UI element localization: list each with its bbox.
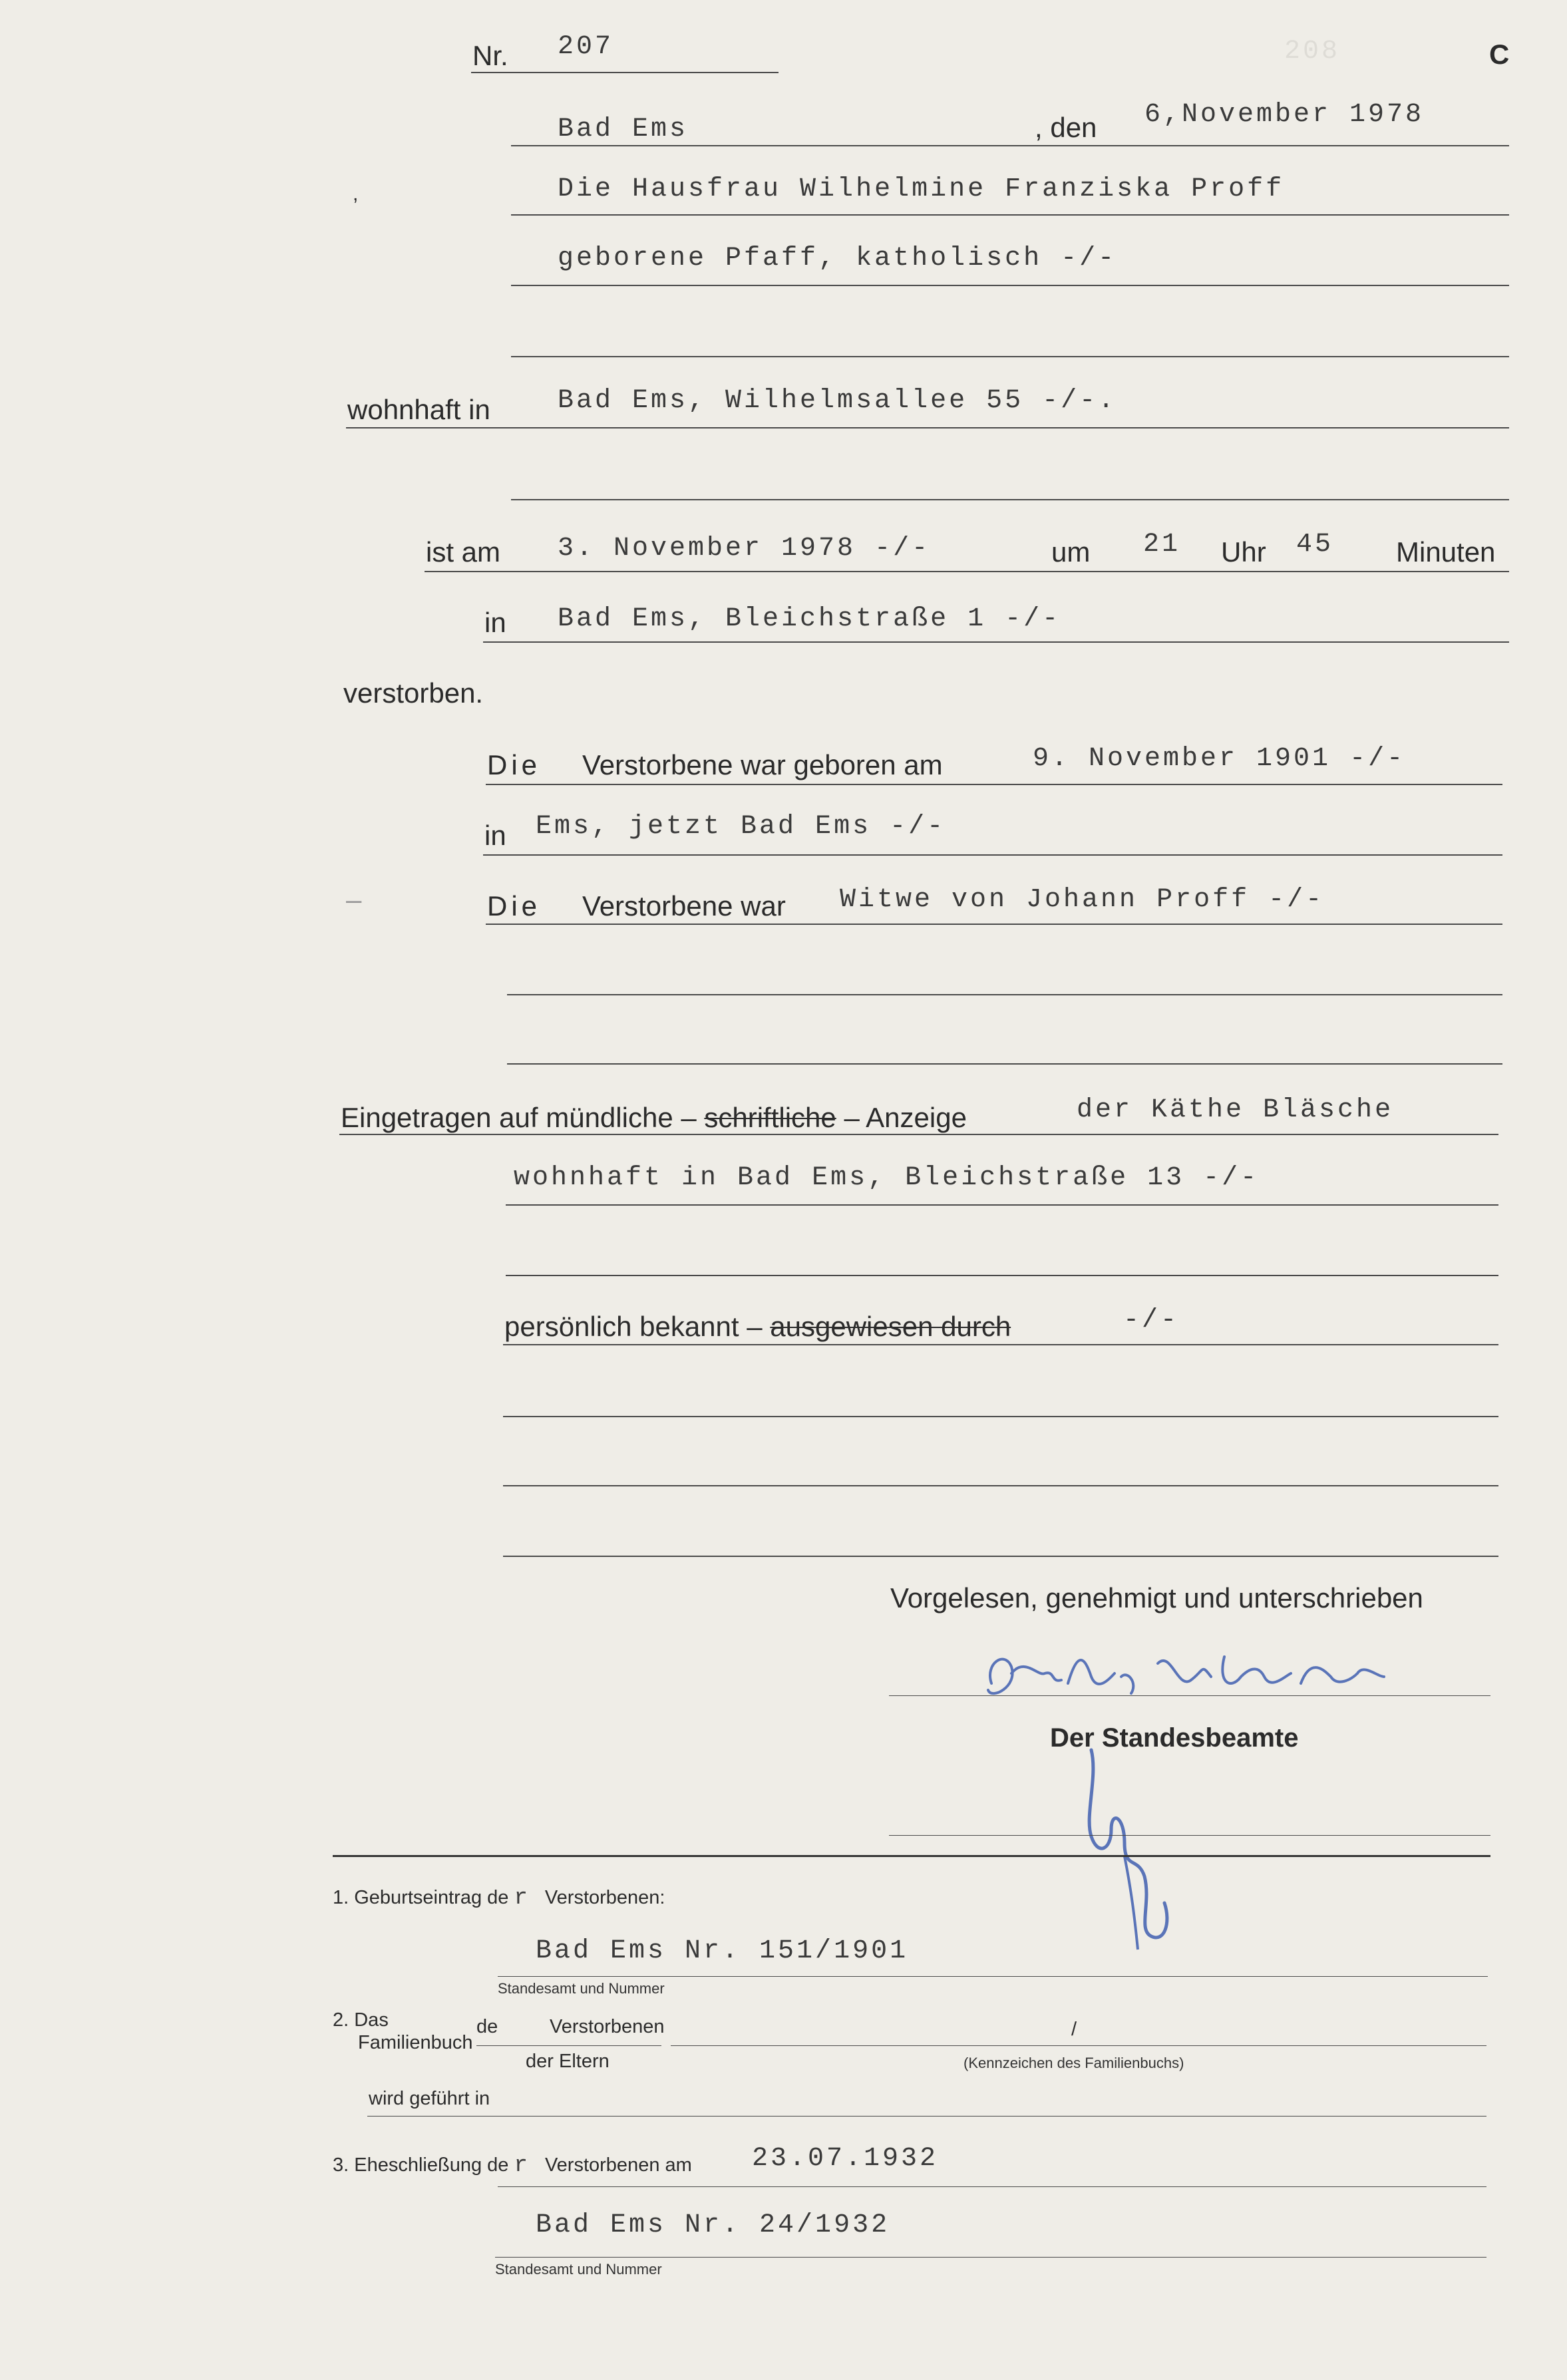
item2-num: 2. Das	[333, 2009, 389, 2031]
item1-caption: Standesamt und Nummer	[498, 1980, 665, 1997]
registrar-signature	[1071, 1737, 1178, 1956]
date-value: 6,November 1978	[1144, 100, 1425, 130]
birth-place-label: in	[484, 820, 506, 851]
identity-label	[504, 1311, 1011, 1343]
item2-eltern: der Eltern	[526, 2051, 609, 2072]
item2-underline-a	[476, 2045, 661, 2046]
item3-label-b: Verstorbenen am	[544, 2154, 692, 2176]
residence-label: wohnhaft in	[347, 394, 490, 425]
item3-underline	[498, 2186, 1486, 2187]
status-label: Verstorbene war	[582, 890, 786, 922]
uhr-label: Uhr	[1221, 536, 1266, 568]
item1-label	[333, 1886, 665, 1911]
residence-underline	[346, 427, 1509, 428]
item1-underline	[498, 1976, 1488, 1977]
nr-value: 207	[558, 32, 614, 62]
bleed-through-text: 208	[1284, 37, 1341, 67]
birth-prefix: Die	[487, 749, 542, 780]
footer-separator	[333, 1855, 1490, 1857]
item2-label: Familienbuch	[358, 2032, 473, 2053]
status-underline	[486, 924, 1502, 925]
hour-value: 21	[1143, 530, 1181, 560]
birth-label: Verstorbene war geboren am	[582, 749, 943, 780]
item1-r: r	[514, 1886, 528, 1911]
reporter-name: der Käthe Bläsche	[1077, 1095, 1394, 1125]
item3-date: 23.07.1932	[752, 2144, 939, 2174]
birth-date-underline	[486, 784, 1502, 785]
item1-label-b: Verstorbenen:	[544, 1887, 665, 1908]
status-underline-3	[507, 1063, 1502, 1065]
identity-struck: ausgewiesen durch	[770, 1311, 1011, 1342]
residence-value: Bad Ems, Wilhelmsallee 55 -/-.	[558, 386, 1117, 416]
place-underline	[511, 145, 1509, 146]
den-label: , den	[1035, 112, 1097, 143]
item2-underline-c	[367, 2116, 1486, 2117]
margin-tick: ,	[353, 183, 359, 205]
verstorben-label: verstorben.	[343, 677, 484, 709]
item2-wird: wird geführt in	[369, 2088, 490, 2109]
birth-place-underline	[483, 854, 1502, 856]
nr-underline	[471, 72, 779, 73]
birth-date-value: 9. November 1901 -/-	[1033, 744, 1406, 774]
identity-value: -/-	[1123, 1305, 1180, 1335]
person-line2: geborene Pfaff, katholisch -/-	[558, 244, 1117, 273]
item2-underline-b	[671, 2045, 1486, 2046]
reporter-address-underline	[506, 1204, 1498, 1206]
death-place-label: in	[484, 607, 506, 638]
status-dash: –	[346, 884, 362, 915]
blank-line-1	[503, 1416, 1498, 1417]
item2-de: de	[476, 2016, 498, 2037]
death-time-underline	[425, 571, 1509, 572]
item2-slash: /	[1071, 2019, 1077, 2040]
item1-label-a: 1. Geburtseintrag de	[333, 1887, 509, 1908]
read-approved-label: Vorgelesen, genehmigt und unterschrieben	[890, 1582, 1423, 1614]
person-line2-underline	[511, 285, 1509, 286]
birth-place-value: Ems, jetzt Bad Ems -/-	[536, 812, 946, 842]
registrar-label: Der Standesbeamte	[1050, 1723, 1299, 1753]
person-line1-underline	[511, 214, 1509, 216]
report-label-b: – Anzeige	[844, 1102, 967, 1133]
minutes-value: 45	[1296, 530, 1334, 560]
person-line1: Die Hausfrau Wilhelmine Franziska Proff	[558, 174, 1285, 204]
blank-line-3	[503, 1556, 1498, 1557]
death-place-value: Bad Ems, Bleichstraße 1 -/-	[558, 604, 1061, 634]
reporter-address: wohnhaft in Bad Ems, Bleichstraße 13 -/-	[514, 1163, 1260, 1193]
place-value: Bad Ems	[558, 114, 689, 144]
blank-line-2	[503, 1485, 1498, 1486]
bleed-through-text	[366, 106, 386, 140]
item3-value: Bad Ems Nr. 24/1932	[536, 2210, 890, 2240]
item3-label-a: 3. Eheschließung de	[333, 2154, 509, 2176]
um-label: um	[1051, 536, 1091, 568]
reporter-signature	[978, 1637, 1431, 1717]
status-prefix: Die	[487, 890, 542, 922]
item3-underline-2	[495, 2257, 1486, 2258]
residence-underline-2	[511, 499, 1509, 500]
item3-caption: Standesamt und Nummer	[495, 2261, 662, 2278]
report-underline	[339, 1134, 1498, 1135]
person-line3-underline	[511, 356, 1509, 357]
item3-label	[333, 2153, 692, 2178]
death-place-underline	[483, 641, 1509, 643]
death-date-label: ist am	[426, 536, 501, 568]
report-label-struck: schriftliche	[704, 1102, 836, 1133]
report-underline-3	[506, 1275, 1498, 1276]
death-date-value: 3. November 1978 -/-	[558, 534, 931, 564]
identity-underline	[503, 1344, 1498, 1345]
status-underline-2	[507, 994, 1502, 995]
report-label-a: Eingetragen auf mündliche –	[341, 1102, 697, 1133]
corner-letter: C	[1489, 39, 1510, 70]
report-label	[341, 1102, 967, 1134]
signature-underline	[889, 1695, 1490, 1696]
item3-r: r	[514, 2153, 528, 2178]
identity-known: persönlich bekannt –	[504, 1311, 763, 1342]
minuten-label: Minuten	[1396, 536, 1496, 568]
item1-value: Bad Ems Nr. 151/1901	[536, 1936, 909, 1966]
nr-label: Nr.	[472, 40, 508, 71]
item2-verstorbenen: Verstorbenen	[550, 2016, 665, 2037]
registrar-underline	[889, 1835, 1490, 1836]
status-value: Witwe von Johann Proff -/-	[840, 885, 1325, 915]
item2-caption: (Kennzeichen des Familienbuchs)	[963, 2055, 1184, 2071]
